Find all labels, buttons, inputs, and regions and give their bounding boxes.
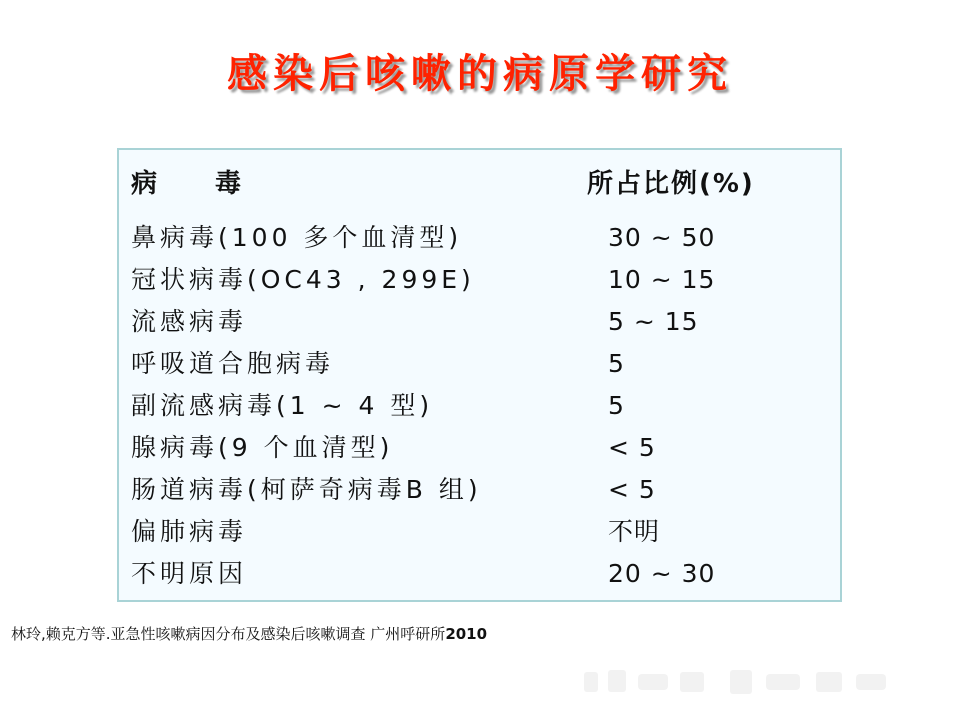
- table-row: [119, 514, 840, 556]
- table-row: [119, 220, 840, 262]
- slide-title: 感染后咳嗽的病原学研究: [227, 50, 733, 97]
- citation-text: 林玲,赖克方等.亚急性咳嗽病因分布及感染后咳嗽调查 广州呼研所: [11, 625, 446, 643]
- faint-watermark: [580, 662, 900, 702]
- virus-name-cell: 流感病毒: [131, 307, 248, 336]
- table-body: [119, 220, 840, 598]
- virus-name-cell: 呼吸道合胞病毒: [131, 349, 335, 378]
- ratio-cell: < 5: [608, 433, 656, 462]
- table-row: [119, 346, 840, 388]
- ratio-cell: 不明: [608, 517, 661, 546]
- ratio-cell: 5 ~ 15: [608, 307, 699, 336]
- virus-name-cell: 冠状病毒(OC43 , 299E): [131, 265, 475, 294]
- ratio-cell: 5: [608, 391, 625, 420]
- virus-name-cell: 肠道病毒(柯萨奇病毒B 组): [131, 475, 482, 504]
- virus-column-header: 病毒: [131, 169, 300, 199]
- table-row: [119, 262, 840, 304]
- virus-name-cell: 鼻病毒(100 多个血清型): [131, 223, 463, 252]
- table-row: [119, 556, 840, 598]
- table-header-row: [119, 166, 840, 206]
- table-row: [119, 430, 840, 472]
- ratio-cell: 10 ~ 15: [608, 265, 716, 294]
- virus-table: [117, 148, 842, 602]
- virus-name-cell: 腺病毒(9 个血清型): [131, 433, 394, 462]
- ratio-cell: 20 ~ 30: [608, 559, 716, 588]
- table-row: [119, 388, 840, 430]
- table-row: [119, 304, 840, 346]
- citation: [11, 623, 487, 645]
- virus-name-cell: 偏肺病毒: [131, 517, 248, 546]
- ratio-cell: 30 ~ 50: [608, 223, 716, 252]
- virus-name-cell: 副流感病毒(1 ~ 4 型): [131, 391, 434, 420]
- ratio-column-header: 所占比例(%): [587, 169, 755, 199]
- table-row: [119, 472, 840, 514]
- ratio-cell: < 5: [608, 475, 656, 504]
- ratio-cell: 5: [608, 349, 625, 378]
- virus-name-cell: 不明原因: [131, 559, 248, 588]
- citation-year: 2010: [445, 625, 488, 643]
